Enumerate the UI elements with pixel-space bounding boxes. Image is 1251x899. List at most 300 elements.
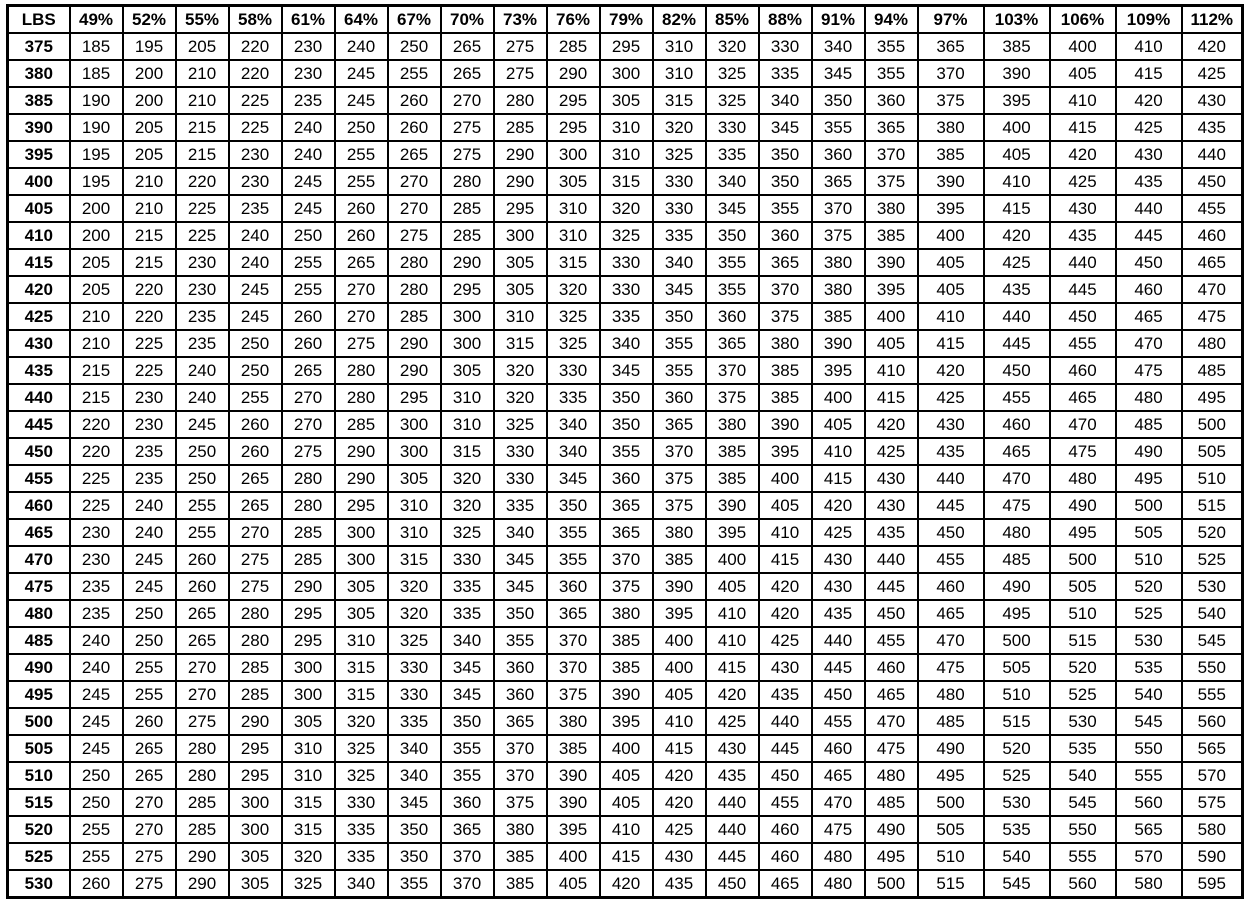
load-value-cell: 245	[229, 276, 282, 303]
load-value-cell: 425	[1050, 168, 1116, 195]
load-value-cell: 285	[282, 519, 335, 546]
load-value-cell: 365	[812, 168, 865, 195]
load-value-cell: 300	[441, 330, 494, 357]
load-value-cell: 235	[70, 600, 123, 627]
load-value-cell: 565	[1116, 816, 1182, 843]
load-value-cell: 430	[1050, 195, 1116, 222]
table-row	[8, 681, 1243, 708]
load-value-cell: 270	[335, 303, 388, 330]
load-value-cell: 430	[706, 735, 759, 762]
load-value-cell: 215	[70, 357, 123, 384]
load-value-cell: 355	[759, 195, 812, 222]
load-value-cell: 250	[176, 465, 229, 492]
load-value-cell: 410	[1116, 33, 1182, 60]
load-value-cell: 350	[600, 411, 653, 438]
load-value-cell: 535	[1050, 735, 1116, 762]
load-value-cell: 470	[1050, 411, 1116, 438]
load-value-cell: 400	[653, 654, 706, 681]
load-value-cell: 415	[600, 843, 653, 870]
load-value-cell: 305	[229, 870, 282, 898]
load-value-cell: 255	[176, 519, 229, 546]
load-value-cell: 490	[1116, 438, 1182, 465]
load-value-cell: 195	[123, 33, 176, 60]
row-weight-cell: 520	[8, 816, 70, 843]
load-value-cell: 300	[494, 222, 547, 249]
row-weight-cell: 515	[8, 789, 70, 816]
load-value-cell: 435	[1182, 114, 1243, 141]
load-value-cell: 555	[1050, 843, 1116, 870]
load-value-cell: 475	[1182, 303, 1243, 330]
load-value-cell: 245	[282, 195, 335, 222]
load-value-cell: 295	[282, 627, 335, 654]
load-value-cell: 225	[123, 330, 176, 357]
load-value-cell: 355	[388, 870, 441, 898]
load-value-cell: 295	[494, 195, 547, 222]
load-value-cell: 435	[706, 762, 759, 789]
load-value-cell: 365	[706, 330, 759, 357]
load-value-cell: 270	[441, 87, 494, 114]
row-weight-cell: 470	[8, 546, 70, 573]
row-weight-cell: 425	[8, 303, 70, 330]
load-value-cell: 440	[984, 303, 1050, 330]
load-value-cell: 420	[653, 789, 706, 816]
load-value-cell: 540	[1182, 600, 1243, 627]
load-value-cell: 345	[547, 465, 600, 492]
load-value-cell: 295	[600, 33, 653, 60]
load-value-cell: 205	[70, 249, 123, 276]
load-value-cell: 370	[547, 654, 600, 681]
load-value-cell: 425	[812, 519, 865, 546]
load-value-cell: 455	[865, 627, 918, 654]
load-value-cell: 405	[706, 573, 759, 600]
load-value-cell: 385	[600, 627, 653, 654]
load-value-cell: 420	[759, 600, 812, 627]
load-value-cell: 340	[547, 438, 600, 465]
load-value-cell: 420	[812, 492, 865, 519]
load-value-cell: 365	[865, 114, 918, 141]
load-value-cell: 285	[388, 303, 441, 330]
load-value-cell: 205	[70, 276, 123, 303]
load-value-cell: 325	[547, 330, 600, 357]
load-value-cell: 260	[176, 573, 229, 600]
load-value-cell: 260	[70, 870, 123, 898]
load-value-cell: 375	[706, 384, 759, 411]
load-value-cell: 350	[759, 168, 812, 195]
load-value-cell: 360	[547, 573, 600, 600]
load-value-cell: 215	[176, 141, 229, 168]
load-value-cell: 340	[547, 411, 600, 438]
load-value-cell: 385	[759, 357, 812, 384]
table-row	[8, 600, 1243, 627]
load-value-cell: 415	[918, 330, 984, 357]
load-value-cell: 240	[282, 141, 335, 168]
row-weight-cell: 510	[8, 762, 70, 789]
load-value-cell: 470	[1182, 276, 1243, 303]
load-value-cell: 370	[441, 870, 494, 898]
load-value-cell: 215	[123, 222, 176, 249]
load-value-cell: 305	[547, 168, 600, 195]
load-value-cell: 325	[282, 870, 335, 898]
table-row	[8, 870, 1243, 898]
table-row	[8, 573, 1243, 600]
load-value-cell: 275	[123, 870, 176, 898]
load-value-cell: 505	[1182, 438, 1243, 465]
load-value-cell: 445	[865, 573, 918, 600]
load-value-cell: 485	[918, 708, 984, 735]
load-value-cell: 420	[759, 573, 812, 600]
load-value-cell: 300	[441, 303, 494, 330]
load-value-cell: 320	[282, 843, 335, 870]
load-value-cell: 330	[759, 33, 812, 60]
load-value-cell: 210	[123, 195, 176, 222]
row-weight-cell: 450	[8, 438, 70, 465]
row-weight-cell: 405	[8, 195, 70, 222]
load-value-cell: 330	[706, 114, 759, 141]
load-value-cell: 425	[1116, 114, 1182, 141]
row-weight-cell: 490	[8, 654, 70, 681]
column-header-percent: 61%	[282, 6, 335, 34]
load-value-cell: 225	[70, 492, 123, 519]
load-value-cell: 315	[282, 816, 335, 843]
load-value-cell: 425	[653, 816, 706, 843]
load-value-cell: 265	[335, 249, 388, 276]
load-value-cell: 420	[653, 762, 706, 789]
load-value-cell: 520	[1050, 654, 1116, 681]
load-value-cell: 245	[282, 168, 335, 195]
load-value-cell: 235	[123, 438, 176, 465]
load-value-cell: 480	[984, 519, 1050, 546]
load-value-cell: 360	[600, 465, 653, 492]
load-value-cell: 350	[388, 843, 441, 870]
load-value-cell: 210	[123, 168, 176, 195]
load-value-cell: 520	[1182, 519, 1243, 546]
load-value-cell: 285	[494, 114, 547, 141]
table-row	[8, 843, 1243, 870]
table-row	[8, 465, 1243, 492]
load-value-cell: 365	[441, 816, 494, 843]
load-value-cell: 320	[494, 357, 547, 384]
load-value-cell: 195	[70, 141, 123, 168]
load-value-cell: 475	[812, 816, 865, 843]
table-row	[8, 519, 1243, 546]
load-value-cell: 260	[282, 303, 335, 330]
load-value-cell: 200	[70, 222, 123, 249]
load-value-cell: 410	[812, 438, 865, 465]
load-value-cell: 335	[653, 222, 706, 249]
column-header-percent: 67%	[388, 6, 441, 34]
load-value-cell: 230	[282, 33, 335, 60]
load-value-cell: 235	[282, 87, 335, 114]
load-value-cell: 375	[918, 87, 984, 114]
load-value-cell: 555	[1182, 681, 1243, 708]
load-value-cell: 365	[759, 249, 812, 276]
load-value-cell: 330	[441, 546, 494, 573]
load-value-cell: 370	[865, 141, 918, 168]
load-value-cell: 495	[918, 762, 984, 789]
load-value-cell: 290	[282, 573, 335, 600]
load-value-cell: 490	[1050, 492, 1116, 519]
load-value-cell: 365	[547, 600, 600, 627]
load-value-cell: 280	[494, 87, 547, 114]
load-value-cell: 315	[600, 168, 653, 195]
load-value-cell: 515	[918, 870, 984, 898]
load-value-cell: 360	[494, 654, 547, 681]
load-value-cell: 235	[229, 195, 282, 222]
load-value-cell: 365	[494, 708, 547, 735]
load-value-cell: 480	[1182, 330, 1243, 357]
load-value-cell: 485	[984, 546, 1050, 573]
load-value-cell: 510	[1116, 546, 1182, 573]
load-value-cell: 435	[1050, 222, 1116, 249]
load-value-cell: 450	[865, 600, 918, 627]
load-value-cell: 495	[1116, 465, 1182, 492]
load-value-cell: 440	[1116, 195, 1182, 222]
load-value-cell: 295	[229, 762, 282, 789]
table-row	[8, 357, 1243, 384]
load-value-cell: 465	[865, 681, 918, 708]
load-value-cell: 310	[441, 411, 494, 438]
load-value-cell: 305	[494, 249, 547, 276]
table-row	[8, 708, 1243, 735]
load-value-cell: 430	[812, 546, 865, 573]
load-value-cell: 385	[600, 654, 653, 681]
load-value-cell: 350	[653, 303, 706, 330]
load-value-cell: 545	[1182, 627, 1243, 654]
load-value-cell: 425	[706, 708, 759, 735]
load-value-cell: 390	[706, 492, 759, 519]
load-value-cell: 290	[229, 708, 282, 735]
load-value-cell: 415	[653, 735, 706, 762]
load-value-cell: 245	[123, 573, 176, 600]
load-value-cell: 485	[1182, 357, 1243, 384]
load-value-cell: 480	[812, 870, 865, 898]
row-weight-cell: 500	[8, 708, 70, 735]
load-value-cell: 390	[812, 330, 865, 357]
load-value-cell: 250	[388, 33, 441, 60]
load-value-cell: 255	[123, 681, 176, 708]
table-row	[8, 249, 1243, 276]
load-value-cell: 560	[1050, 870, 1116, 898]
load-value-cell: 455	[918, 546, 984, 573]
load-value-cell: 540	[1050, 762, 1116, 789]
load-value-cell: 305	[494, 276, 547, 303]
load-value-cell: 370	[812, 195, 865, 222]
load-value-cell: 300	[282, 654, 335, 681]
load-value-cell: 320	[494, 384, 547, 411]
load-value-cell: 530	[1182, 573, 1243, 600]
table-row	[8, 87, 1243, 114]
load-value-cell: 440	[812, 627, 865, 654]
load-value-cell: 380	[706, 411, 759, 438]
load-value-cell: 240	[176, 357, 229, 384]
load-value-cell: 330	[653, 168, 706, 195]
load-value-cell: 570	[1116, 843, 1182, 870]
load-value-cell: 540	[1116, 681, 1182, 708]
load-value-cell: 450	[812, 681, 865, 708]
load-value-cell: 385	[812, 303, 865, 330]
load-value-cell: 320	[388, 600, 441, 627]
load-value-cell: 315	[335, 681, 388, 708]
load-value-cell: 455	[812, 708, 865, 735]
load-value-cell: 355	[441, 735, 494, 762]
load-value-cell: 275	[229, 546, 282, 573]
row-weight-cell: 530	[8, 870, 70, 898]
load-value-cell: 460	[812, 735, 865, 762]
load-value-cell: 430	[653, 843, 706, 870]
load-value-cell: 205	[176, 33, 229, 60]
load-value-cell: 375	[600, 573, 653, 600]
load-value-cell: 500	[984, 627, 1050, 654]
load-value-cell: 385	[494, 870, 547, 898]
load-value-cell: 435	[759, 681, 812, 708]
load-value-cell: 255	[123, 654, 176, 681]
load-value-cell: 295	[441, 276, 494, 303]
load-value-cell: 405	[918, 276, 984, 303]
table-row	[8, 33, 1243, 60]
load-value-cell: 445	[984, 330, 1050, 357]
column-header-percent: 79%	[600, 6, 653, 34]
load-value-cell: 290	[388, 330, 441, 357]
load-value-cell: 240	[123, 519, 176, 546]
load-value-cell: 365	[653, 411, 706, 438]
row-weight-cell: 395	[8, 141, 70, 168]
load-value-cell: 335	[335, 843, 388, 870]
load-value-cell: 410	[759, 519, 812, 546]
load-value-cell: 260	[335, 195, 388, 222]
load-value-cell: 390	[547, 762, 600, 789]
load-value-cell: 245	[335, 60, 388, 87]
load-value-cell: 445	[918, 492, 984, 519]
table-row	[8, 168, 1243, 195]
load-value-cell: 465	[1050, 384, 1116, 411]
load-value-cell: 300	[547, 141, 600, 168]
load-value-cell: 285	[176, 789, 229, 816]
load-value-cell: 250	[176, 438, 229, 465]
load-value-cell: 270	[176, 681, 229, 708]
load-value-cell: 315	[335, 654, 388, 681]
load-value-cell: 405	[600, 762, 653, 789]
load-value-cell: 250	[123, 600, 176, 627]
load-value-cell: 440	[918, 465, 984, 492]
load-value-cell: 465	[918, 600, 984, 627]
load-value-cell: 185	[70, 33, 123, 60]
load-value-cell: 320	[388, 573, 441, 600]
load-value-cell: 500	[1182, 411, 1243, 438]
load-value-cell: 250	[229, 330, 282, 357]
load-value-cell: 420	[1050, 141, 1116, 168]
load-value-cell: 430	[759, 654, 812, 681]
load-value-cell: 250	[335, 114, 388, 141]
load-value-cell: 270	[123, 789, 176, 816]
load-value-cell: 530	[984, 789, 1050, 816]
load-value-cell: 470	[1116, 330, 1182, 357]
load-value-cell: 410	[984, 168, 1050, 195]
load-value-cell: 295	[335, 492, 388, 519]
load-value-cell: 300	[388, 411, 441, 438]
load-value-cell: 470	[865, 708, 918, 735]
load-value-cell: 280	[335, 357, 388, 384]
load-value-cell: 520	[984, 735, 1050, 762]
load-value-cell: 490	[918, 735, 984, 762]
row-weight-cell: 435	[8, 357, 70, 384]
load-value-cell: 325	[706, 60, 759, 87]
column-header-percent: 106%	[1050, 6, 1116, 34]
load-value-cell: 245	[70, 708, 123, 735]
load-value-cell: 350	[388, 816, 441, 843]
load-value-cell: 220	[176, 168, 229, 195]
load-value-cell: 275	[282, 438, 335, 465]
row-weight-cell: 505	[8, 735, 70, 762]
load-value-cell: 420	[1116, 87, 1182, 114]
load-value-cell: 255	[335, 168, 388, 195]
load-value-cell: 220	[229, 33, 282, 60]
load-value-cell: 280	[282, 492, 335, 519]
load-value-cell: 550	[1182, 654, 1243, 681]
load-value-cell: 255	[229, 384, 282, 411]
load-value-cell: 200	[70, 195, 123, 222]
load-value-cell: 455	[984, 384, 1050, 411]
load-value-cell: 400	[1050, 33, 1116, 60]
load-value-cell: 185	[70, 60, 123, 87]
table-row	[8, 789, 1243, 816]
load-value-cell: 315	[441, 438, 494, 465]
load-value-cell: 425	[984, 249, 1050, 276]
load-value-cell: 440	[1182, 141, 1243, 168]
load-value-cell: 535	[984, 816, 1050, 843]
load-value-cell: 305	[600, 87, 653, 114]
load-value-cell: 315	[547, 249, 600, 276]
load-value-cell: 330	[494, 438, 547, 465]
load-value-cell: 280	[282, 465, 335, 492]
load-value-cell: 200	[123, 60, 176, 87]
load-value-cell: 465	[1116, 303, 1182, 330]
load-value-cell: 380	[812, 249, 865, 276]
load-value-cell: 345	[706, 195, 759, 222]
load-value-cell: 320	[335, 708, 388, 735]
load-value-cell: 420	[1182, 33, 1243, 60]
load-value-cell: 440	[706, 789, 759, 816]
load-value-cell: 240	[282, 114, 335, 141]
load-value-cell: 285	[335, 411, 388, 438]
load-value-cell: 480	[812, 843, 865, 870]
load-value-cell: 275	[441, 114, 494, 141]
load-value-cell: 480	[1050, 465, 1116, 492]
load-value-cell: 285	[282, 546, 335, 573]
load-value-cell: 355	[494, 627, 547, 654]
table-row	[8, 654, 1243, 681]
load-value-cell: 460	[865, 654, 918, 681]
load-value-cell: 390	[653, 573, 706, 600]
load-value-cell: 390	[918, 168, 984, 195]
load-value-cell: 515	[1050, 627, 1116, 654]
load-value-cell: 360	[759, 222, 812, 249]
load-value-cell: 385	[547, 735, 600, 762]
load-value-cell: 235	[123, 465, 176, 492]
load-value-cell: 300	[388, 438, 441, 465]
load-value-cell: 240	[229, 249, 282, 276]
load-value-cell: 345	[759, 114, 812, 141]
load-value-cell: 460	[1182, 222, 1243, 249]
load-value-cell: 370	[918, 60, 984, 87]
load-value-cell: 505	[1116, 519, 1182, 546]
load-value-cell: 450	[1182, 168, 1243, 195]
load-value-cell: 405	[759, 492, 812, 519]
load-value-cell: 400	[600, 735, 653, 762]
load-value-cell: 375	[759, 303, 812, 330]
table-body	[8, 33, 1243, 898]
load-value-cell: 310	[494, 303, 547, 330]
load-value-cell: 455	[1050, 330, 1116, 357]
